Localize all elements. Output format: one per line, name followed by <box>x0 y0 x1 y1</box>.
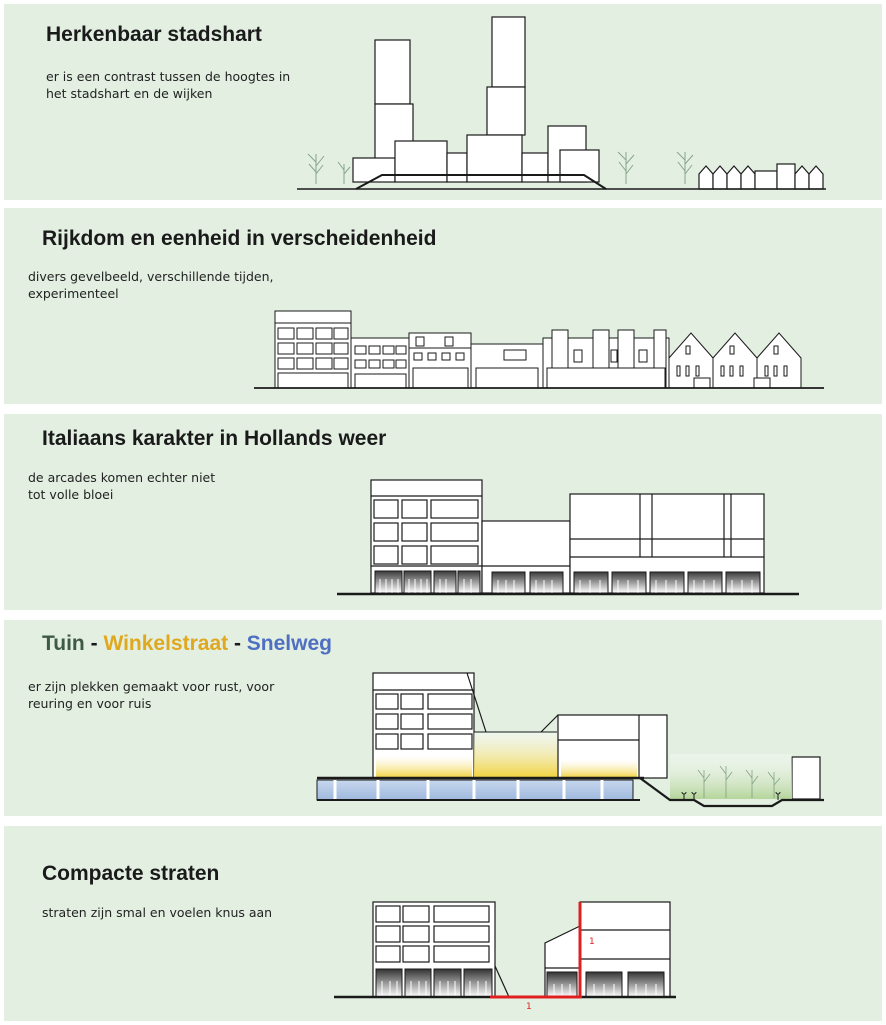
streetscape-facade-diagram <box>4 208 882 404</box>
panel-tuin-winkelstraat-snelweg <box>4 620 882 816</box>
panel-description: divers gevelbeeld, verschillende tijden, experimenteel <box>28 269 274 301</box>
panel-title: Italiaans karakter in Hollands weer <box>42 427 387 450</box>
title-tuin: Tuin <box>42 632 85 655</box>
panel-italiaans-karakter <box>4 414 882 610</box>
panel-title: Compacte straten <box>42 862 220 885</box>
width-dimension-label: 1 <box>526 1002 532 1012</box>
panel-title: Rijkdom en eenheid in verscheidenheid <box>42 227 437 250</box>
arcade-section-diagram <box>4 414 882 610</box>
skyline-section-diagram <box>4 4 882 200</box>
panel-description: de arcades komen echter niet tot volle bloei <box>28 470 216 502</box>
panel-compacte-straten <box>4 826 882 1021</box>
title-separator: - <box>84 632 104 655</box>
panel-description: straten zijn smal en voelen knus aan <box>42 905 273 920</box>
panel-rijkdom-eenheid <box>4 208 882 404</box>
height-dimension-label: 1 <box>589 937 595 947</box>
panel-description: er is een contrast tussen de hoogtes in het stadshart en de wijken <box>46 69 291 101</box>
panel-description: er zijn plekken gemaakt voor rust, voor reuring en voor ruis <box>28 679 275 711</box>
panel-title: Herkenbaar stadshart <box>46 23 262 46</box>
title-separator: - <box>228 632 247 655</box>
title-winkelstraat: Winkelstraat <box>103 632 229 655</box>
compact-street-section-diagram <box>4 826 882 1021</box>
panel-herkenbaar-stadshart <box>4 4 882 200</box>
title-snelweg: Snelweg <box>246 632 332 655</box>
garden-shop-highway-section-diagram <box>4 620 882 816</box>
